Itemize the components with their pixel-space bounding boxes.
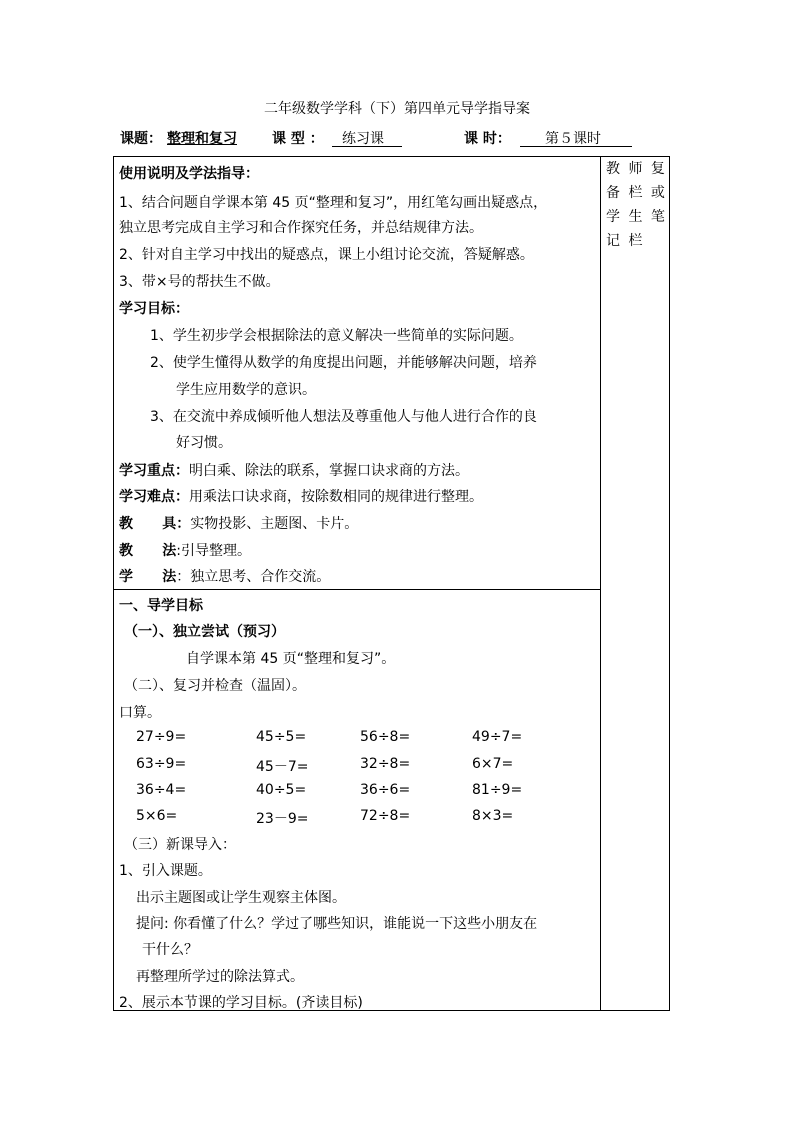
calc-item: 72÷8= xyxy=(360,808,411,824)
section-heading: 一、导学目标 xyxy=(119,598,203,614)
calc-item: 23－9= xyxy=(256,811,309,827)
objective-item: 好习惯。 xyxy=(176,435,232,451)
key-point-text: 明白乘、除法的联系，掌握口诀求商的方法。 xyxy=(189,463,469,479)
calc-item: 45÷5= xyxy=(256,729,307,745)
calc-item: 63÷9= xyxy=(136,756,187,772)
key-point-label: 学习重点： xyxy=(119,463,189,479)
objective-item: 2、使学生懂得从数学的角度提出问题，并能够解决问题，培养 xyxy=(150,355,537,371)
period-underline xyxy=(520,146,632,147)
intro-step: 2、展示本节课的学习目标。(齐读目标) xyxy=(119,995,363,1011)
calc-item: 56÷8= xyxy=(360,729,411,745)
tools xyxy=(119,513,358,533)
column-divider xyxy=(600,156,601,1011)
period-value: 第５课时 xyxy=(545,131,601,147)
intro-step: 1、引入课题。 xyxy=(119,863,212,879)
calc-item: 81÷9= xyxy=(472,782,523,798)
learning-method xyxy=(119,566,330,586)
intro-text: 出示主题图或让学生观察主体图。 xyxy=(136,890,346,906)
instruction-item: 独立思考完成自主学习和合作探究任务，并总结规律方法。 xyxy=(119,220,483,236)
topic-label: 课题： xyxy=(120,131,162,147)
period-label: 课 时： xyxy=(464,131,511,147)
subsection-heading: （二）、复习并检查（温固）。 xyxy=(124,678,306,694)
type-label: 课 型 ： xyxy=(272,131,324,147)
document-title: 二年级数学学科（下）第四单元导学指导案 xyxy=(264,101,530,117)
calc-item: 36÷6= xyxy=(360,782,411,798)
difficulty-text: 用乘法口诀求商，按除数相同的规律进行整理。 xyxy=(189,489,483,505)
row-divider xyxy=(113,589,601,590)
learning-method-label: 学 法 xyxy=(119,569,177,585)
notes-line: 记 栏 xyxy=(606,233,645,249)
intro-text: 提问: 你看懂了什么？学过了哪些知识，谁能说一下这些小朋友在 xyxy=(136,916,538,932)
calc-item: 36÷4= xyxy=(136,782,187,798)
notes-line: 学 生 笔 xyxy=(606,209,667,225)
calc-item: 5×6= xyxy=(136,808,178,824)
tools-label: 教 具： xyxy=(119,516,191,532)
learning-method-text: ：独立思考、合作交流。 xyxy=(176,569,331,585)
instructions-heading: 使用说明及学法指导： xyxy=(119,166,259,182)
intro-text: 干什么？ xyxy=(142,942,198,958)
difficulty xyxy=(119,486,483,506)
instruction-item: 3、带×号的帮扶生不做。 xyxy=(119,274,280,290)
subsection-text: 自学课本第 45 页“整理和复习”。 xyxy=(186,651,396,667)
subsection-heading: （三）新课导入： xyxy=(124,837,236,853)
objective-item: 学生应用数学的意识。 xyxy=(176,382,316,398)
objective-item: 3、在交流中养成倾听他人想法及尊重他人与他人进行合作的良 xyxy=(150,409,537,425)
calc-item: 8×3= xyxy=(472,808,514,824)
teaching-method-label: 教 法 xyxy=(119,543,177,559)
instruction-item: 2、针对自主学习中找出的疑惑点，课上小组讨论交流，答疑解惑。 xyxy=(119,247,534,263)
objective-item: 1、学生初步学会根据除法的意义解决一些简单的实际问题。 xyxy=(150,328,523,344)
type-value: 练习课 xyxy=(342,131,384,147)
teaching-method-text: :引导整理。 xyxy=(176,543,251,559)
oral-calc-label: 口算。 xyxy=(119,705,161,721)
notes-column xyxy=(606,157,668,253)
tools-text: 实物投影、主题图、卡片。 xyxy=(190,516,359,532)
intro-text: 再整理所学过的除法算式。 xyxy=(136,969,304,985)
subsection-heading: （一）、独立尝试（预习） xyxy=(124,624,285,640)
notes-line: 教 师 复 xyxy=(606,161,667,177)
instruction-item: 1、结合问题自学课本第 45 页“整理和复习”，用红笔勾画出疑惑点， xyxy=(119,195,548,211)
calc-item: 27÷9= xyxy=(136,729,187,745)
difficulty-label: 学习难点： xyxy=(119,489,189,505)
type-underline xyxy=(332,146,402,147)
objectives-heading: 学习目标： xyxy=(119,301,189,317)
calc-item: 40÷5= xyxy=(256,782,307,798)
topic-value: 整理和复习 xyxy=(167,131,237,147)
calc-item: 49÷7= xyxy=(472,729,523,745)
key-point xyxy=(119,460,469,480)
teaching-method xyxy=(119,540,251,560)
calc-item: 45－7= xyxy=(256,759,309,775)
calc-item: 32÷8= xyxy=(360,756,411,772)
notes-line: 备 栏 或 xyxy=(606,185,667,201)
calc-item: 6×7= xyxy=(472,756,514,772)
